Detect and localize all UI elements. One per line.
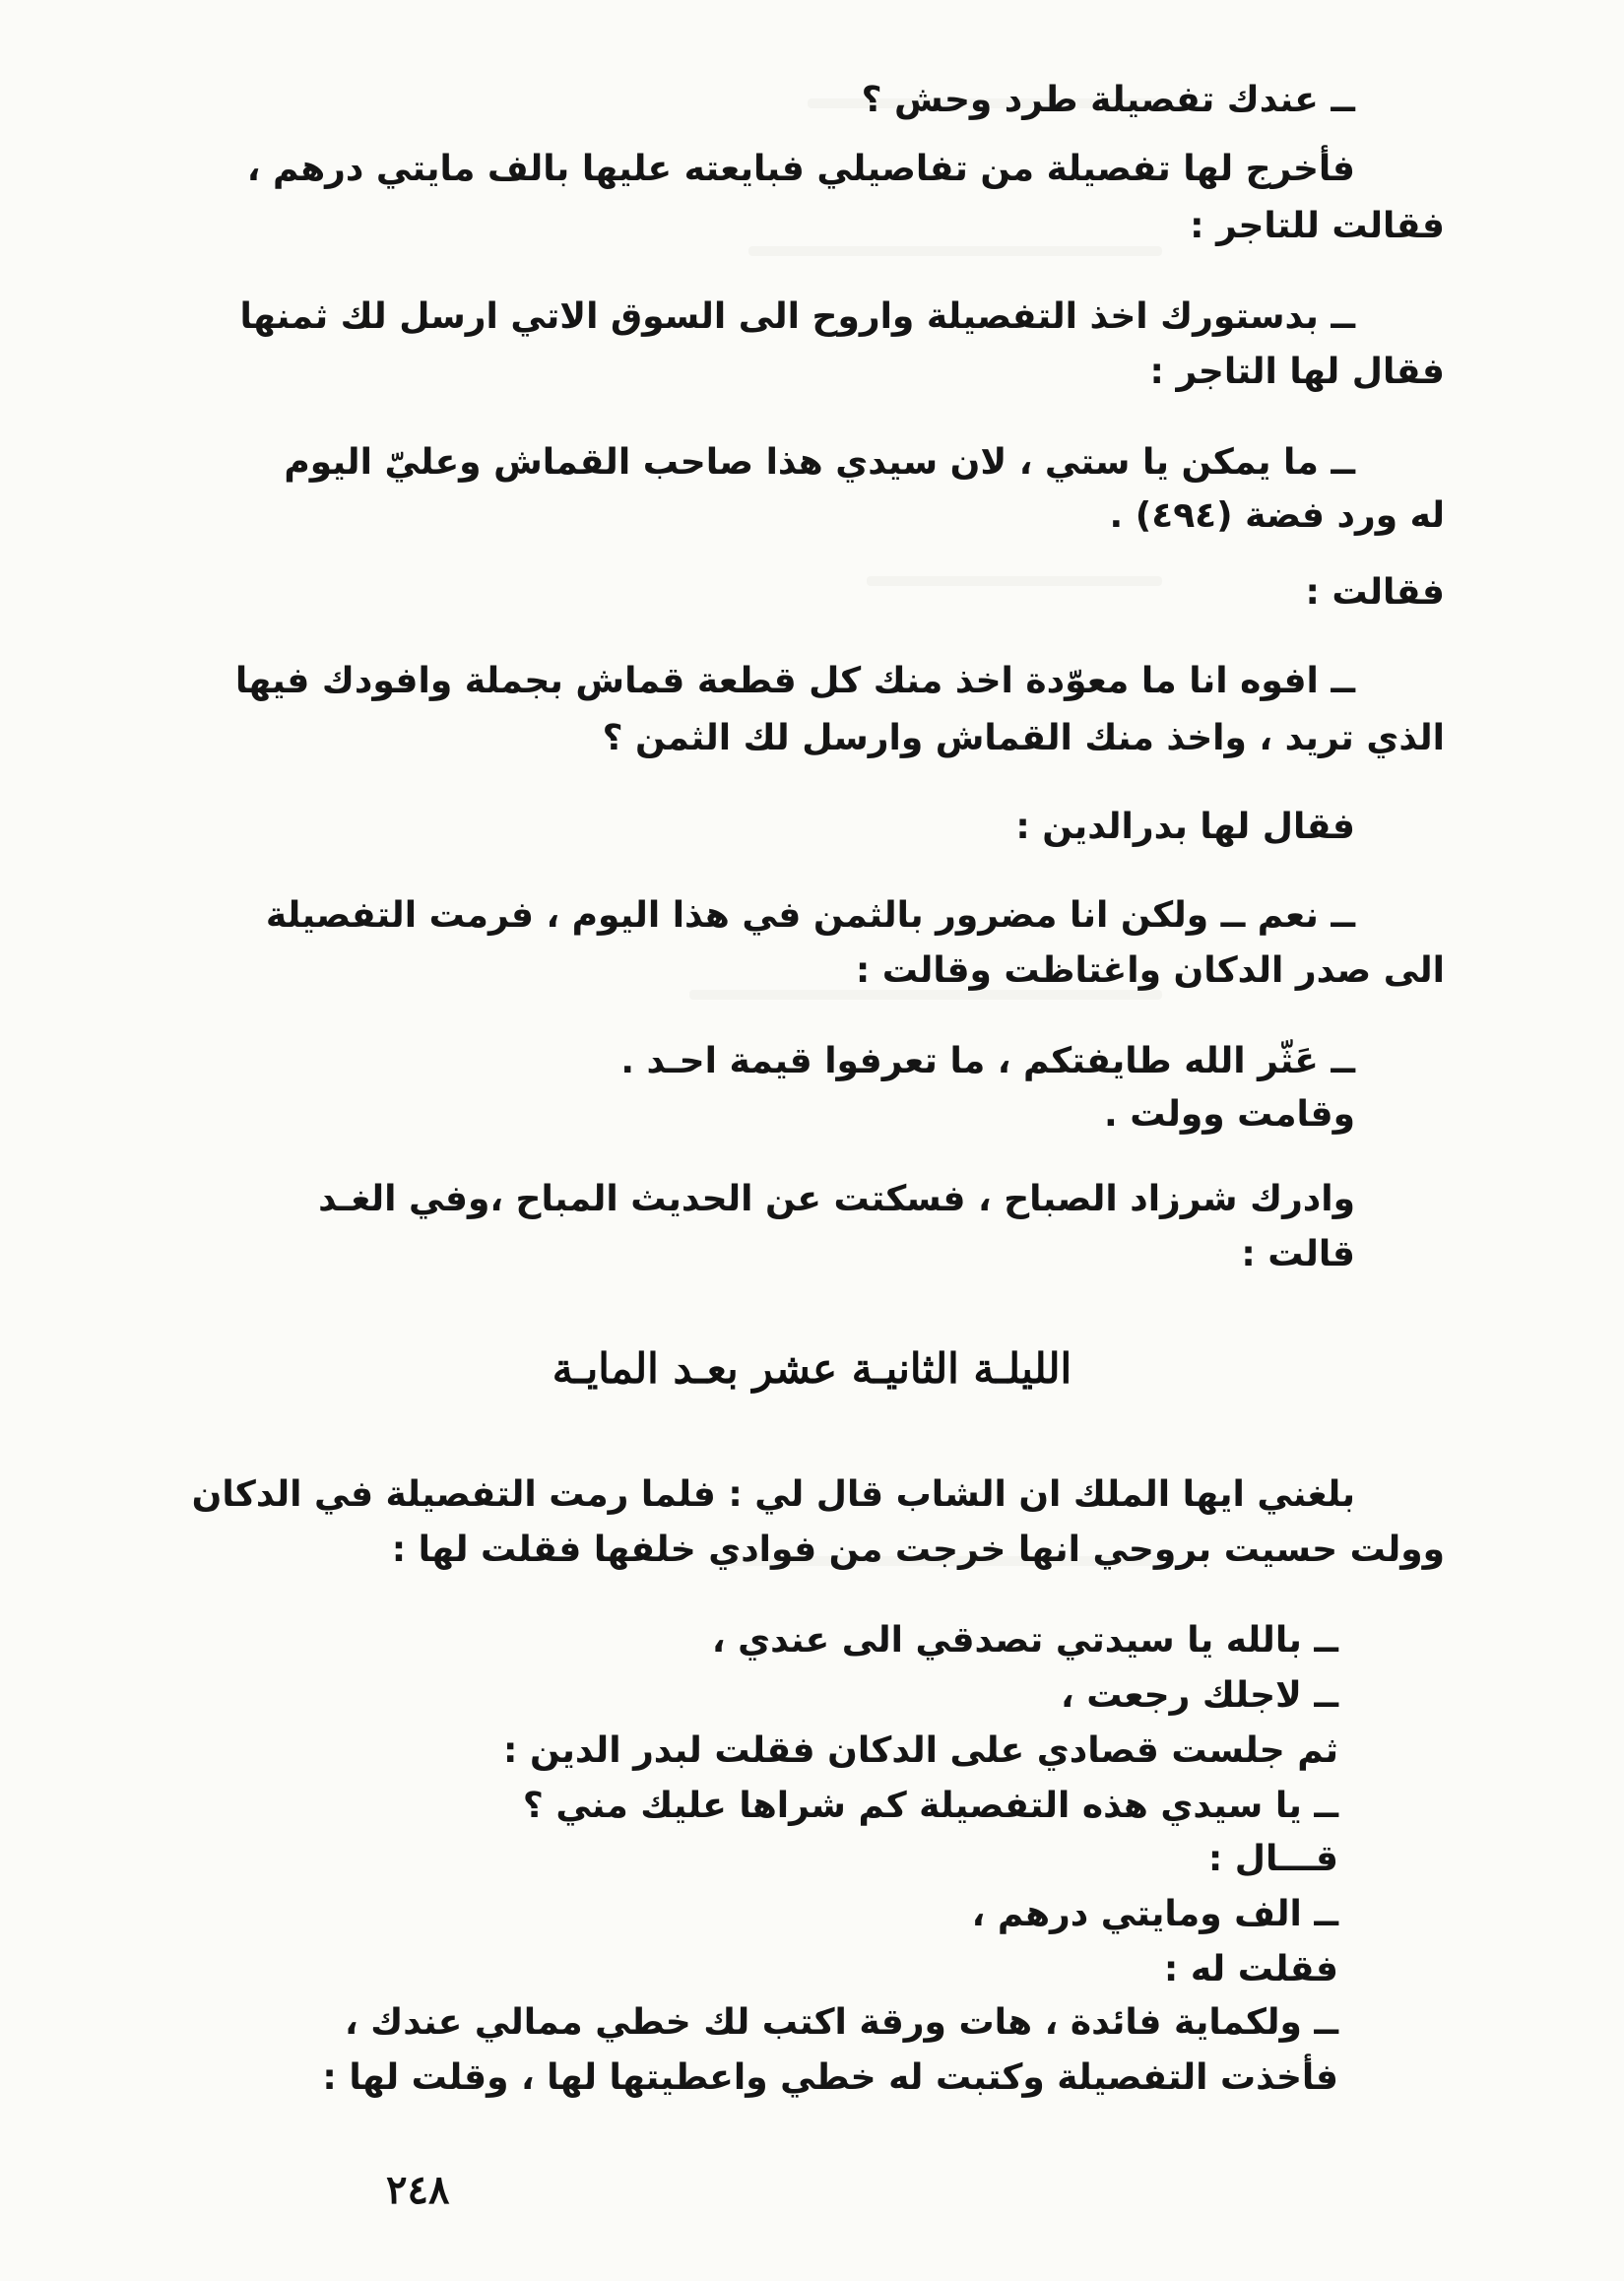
text-line: قـــال : — [1207, 1839, 1338, 1879]
text-line: ــ ما يمكن يا ستي ، لان سيدي هذا صاحب القماش وعليّ اليوم — [284, 442, 1355, 483]
page-number: ٢٤٨ — [386, 2167, 450, 2213]
text-line: ــ عندك تفصيلة طرد وحش ؟ — [861, 80, 1355, 120]
text-line: فأخرج لها تفصيلة من تفاصيلي فبايعته عليها بالف مايتي درهم ، — [246, 149, 1355, 189]
bleed-through-mark — [748, 246, 1162, 256]
text-line: ــ نعم ــ ولكن انا مضرور بالثمن في هذا اليوم ، فرمت التفصيلة — [265, 895, 1355, 936]
text-line: بلغني ايها الملك ان الشاب قال لي : فلما رمت التفصيلة في الدكان — [191, 1474, 1355, 1515]
text-line: ــ عَثّر الله طايفتكم ، ما تعرفوا قيمة احـد . — [620, 1041, 1355, 1081]
text-line: ــ يا سيدي هذه التفصيلة كم شراها عليك مني ؟ — [522, 1786, 1338, 1826]
text-line: فأخذت التفصيلة وكتبت له خطي واعطيتها لها ، وقلت لها : — [322, 2057, 1338, 2098]
text-line: ــ بالله يا سيدتي تصدقي الى عندي ، — [711, 1620, 1338, 1661]
text-line: ــ ولكماية فائدة ، هات ورقة اكتب لك خطي ممالي عندك ، — [345, 2002, 1338, 2043]
text-line: وولت حسيت بروحي انها خرجت من فوادي خلفها فقلت لها : — [391, 1530, 1445, 1570]
text-line: وادرك شرزاد الصباح ، فسكتت عن الحديث المباح ،وفي الغـد — [318, 1179, 1355, 1219]
text-line: فقلت له : — [1163, 1949, 1338, 1989]
chapter-heading: الليلـة الثانيـة عشر بعـد المايـة — [552, 1344, 1072, 1393]
text-line: ــ بدستورك اخذ التفصيلة واروح الى السوق الاتي ارسل لك ثمنها — [239, 296, 1355, 337]
text-line: فقال لها التاجر : — [1149, 352, 1445, 392]
text-line: فقالت : — [1305, 572, 1445, 613]
text-line: ــ افوه انا ما معوّدة اخذ منك كل قطعة قماش بجملة وافودك فيها — [234, 661, 1355, 701]
text-line: الذي تريد ، واخذ منك القماش وارسل لك الثمن ؟ — [602, 718, 1445, 758]
bleed-through-mark — [867, 576, 1162, 586]
text-line: فقال لها بدرالدين : — [1015, 807, 1355, 847]
text-line: ثم جلست قصادي على الدكان فقلت لبدر الدين : — [503, 1730, 1338, 1771]
text-line: الى صدر الدكان واغتاظت وقالت : — [855, 950, 1445, 991]
text-line: له ورد فضة (٤٩٤) . — [1109, 495, 1445, 536]
text-line: ــ الف ومايتي درهم ، — [971, 1894, 1338, 1934]
text-line: فقالت للتاجر : — [1190, 206, 1445, 246]
text-line: ــ لاجلك رجعت ، — [1061, 1675, 1338, 1716]
text-line: قالت : — [1241, 1234, 1355, 1274]
text-line: وقامت وولت . — [1104, 1094, 1355, 1135]
